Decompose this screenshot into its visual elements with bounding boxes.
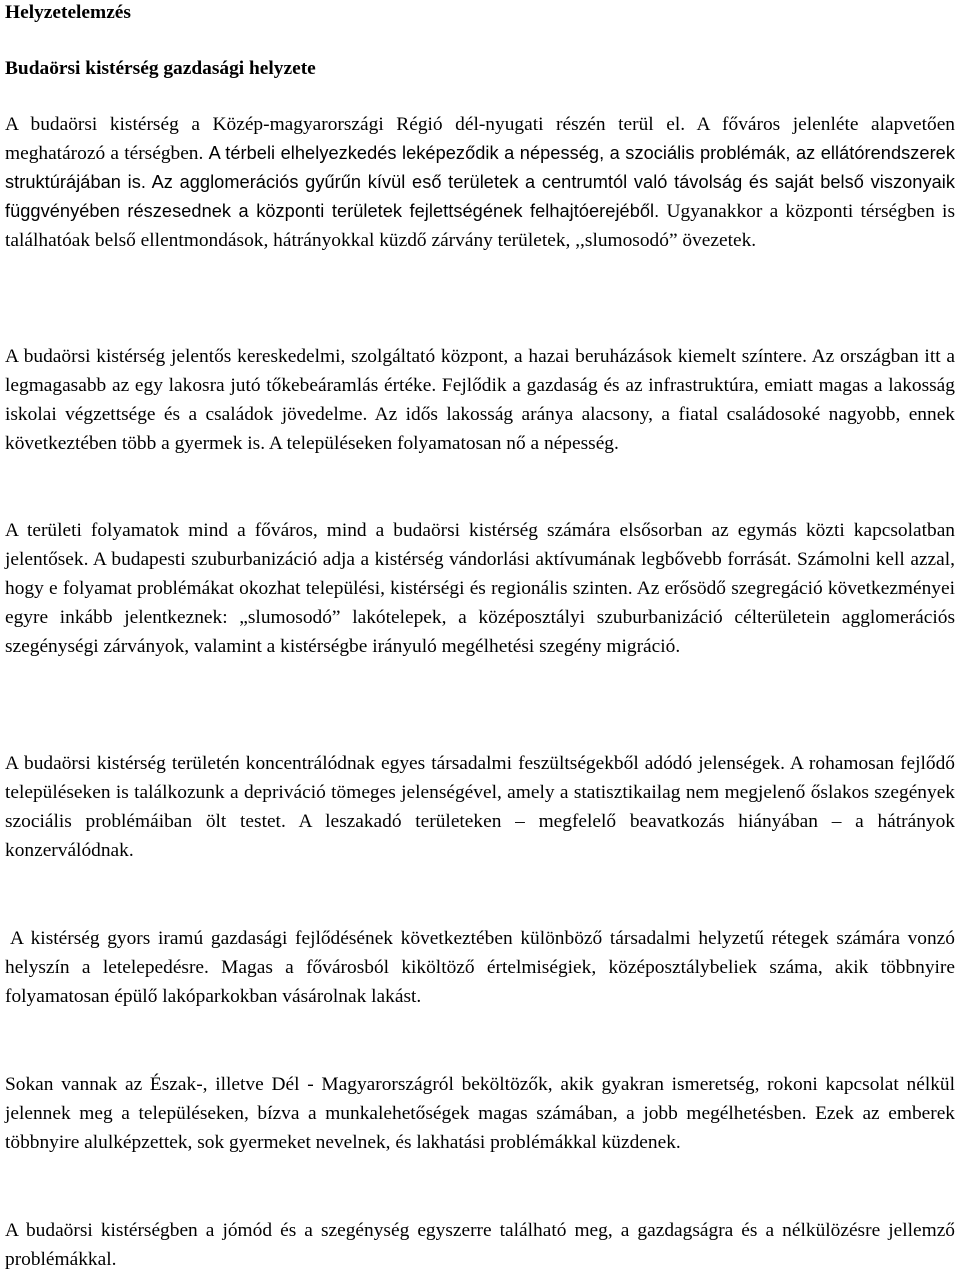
paragraph-2 (5, 342, 955, 458)
paragraph-1-segment-3: Ugyanakkor a központi térségben is találhatóak belső ellentmondások, hátrányokkal küzdő zárvány területek, ,,slumosodó” övezetek. (5, 201, 955, 251)
paragraph-3 (5, 516, 955, 661)
section-heading: Budaörsi kistérség gazdasági helyzete (5, 58, 316, 79)
paragraph-5 (5, 924, 955, 1011)
paragraph-2-segment-1: A budaörsi kistérség jelentős kereskedelmi, szolgáltató központ, a hazai beruházások kiemelt színtere. Az országban itt a legmagasabb az egy lakosra jutó tőkebeáramlás értéke. Fejlődik a gazdaság és az infrastruktúra, emiatt magas a lakosság iskolai végzettsége és a családok jövedelme. Az idős lakosság aránya alacsony, a fiatal családosoké nagyobb, ennek következtében több a gyermek is. A településeken folyamatosan nő a népesség. (5, 346, 955, 454)
paragraph-5-segment-1: A kistérség gyors iramú gazdasági fejlődésének következtében különböző társadalmi helyzetű rétegek számára vonzó helyszín a letelepedésre. Magas a fővárosból kiköltöző értelmiségiek, középosztálybeliek száma, akik többnyire folyamatosan épülő lakóparkokban vásárolnak lakást. (5, 928, 955, 1007)
paragraph-1 (5, 110, 955, 255)
paragraph-3-segment-1: A területi folyamatok mind a főváros, mind a budaörsi kistérség számára elsősorban az egymás közti kapcsolatban jelentősek. A budapesti szuburbanizáció adja a kistérség vándorlási aktívumának legbővebb forrását. Számolni kell azzal, hogy e folyamat problémákat okozhat települési, kistérségi és regionális szinten. Az erősödő szegregáció következményei egyre inkább jelentkeznek: „slumosodó” lakótelepek, a középosztályi szuburbanizáció célterületein agglomerációs szegénységi zárványok, valamint a kistérségbe irányuló megélhetési szegény migráció. (5, 520, 955, 657)
paragraph-6-segment-1: Sokan vannak az Észak-, illetve Dél - Magyarországról beköltözők, akik gyakran ismeretség, rokoni kapcsolat nélkül jelennek meg a településeken, bízva a munkalehetőségek magas számában, a jobb megélhetésben. Ezek az emberek többnyire alulképzettek, sok gyermeket nevelnek, és lakhatási problémákkal küzdenek. (5, 1074, 955, 1153)
paragraph-1-segment-2: A térbeli elhelyezkedés leképeződik a népesség, a szociális problémák, az ellátórendszerek struktúrájában is. Az agglomerációs gyűrűn kívül eső területek a centrumtól való távolság és saját belső viszonyaik függvényében részesednek a központi területek fejlettségének felhajtóerejéből. (5, 143, 955, 221)
document-title: Helyzetelemzés (5, 2, 131, 23)
paragraph-6 (5, 1070, 955, 1157)
paragraph-7-segment-1: A budaörsi kistérségben a jómód és a szegénység egyszerre található meg, a gazdagságra és a nélkülözésre jellemző problémákkal. (5, 1220, 955, 1270)
paragraph-4 (5, 749, 955, 865)
paragraph-4-segment-1: A budaörsi kistérség területén koncentrálódnak egyes társadalmi feszültségekből adódó jelenségek. A rohamosan fejlődő településeken is találkozunk a depriváció tömeges jelenségével, amely a statisztikailag nem megjelenő őslakos szegények szociális problémáiban ölt testet. A leszakadó területeken – megfelelő beavatkozás hiányában – a hátrányok konzerválódnak. (5, 753, 955, 861)
paragraph-1-segment-1: A budaörsi kistérség a Közép-magyarországi Régió dél-nyugati részén terül el. A főváros jelenléte alapvetően meghatározó a térségben. (5, 114, 955, 164)
paragraph-7 (5, 1216, 955, 1274)
